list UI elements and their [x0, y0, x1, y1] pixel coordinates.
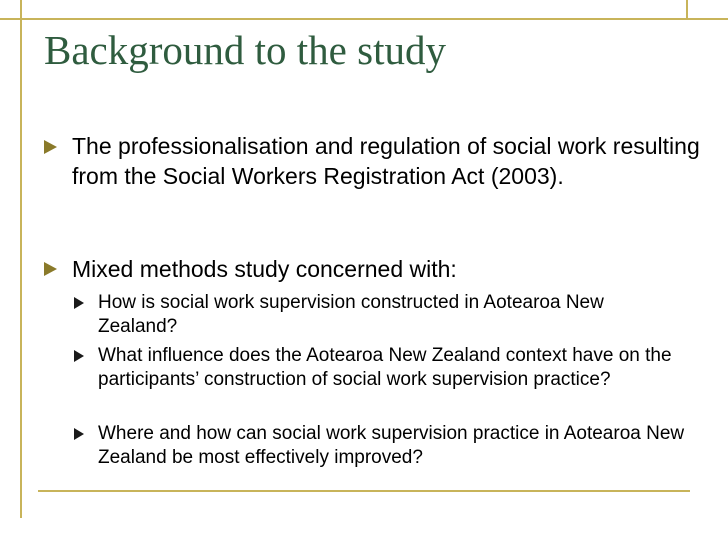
slide-title: Background to the study	[44, 27, 446, 73]
bullet-text-professionalisation: The professionalisation and regulation of social work resulting from the Social Workers Registration Act (2003).	[72, 133, 700, 189]
frame-top-line	[0, 18, 728, 20]
sub-bullet-text-constructed: How is social work supervision constructed in Aotearoa New Zealand?	[98, 292, 604, 337]
sub-bullet-text-improved: Where and how can social work supervision practice in Aotearoa New Zealand be most effectively improved?	[98, 423, 685, 468]
frame-left-line	[20, 0, 22, 518]
bullet-triangle-icon	[44, 140, 57, 154]
sub-bullet-icon	[74, 350, 84, 362]
frame-bottom-line	[38, 490, 690, 492]
sub-bullet-icon	[74, 428, 84, 440]
frame-topright-line	[686, 0, 688, 20]
sub-bullet-icon	[74, 297, 84, 309]
sub-bullet-text-influence: What influence does the Aotearoa New Zealand context have on the participants’ construction of social work supervision practice?	[98, 345, 672, 390]
bullet-triangle-icon	[44, 262, 57, 276]
bullet-text-mixed-methods: Mixed methods study concerned with:	[72, 256, 457, 282]
